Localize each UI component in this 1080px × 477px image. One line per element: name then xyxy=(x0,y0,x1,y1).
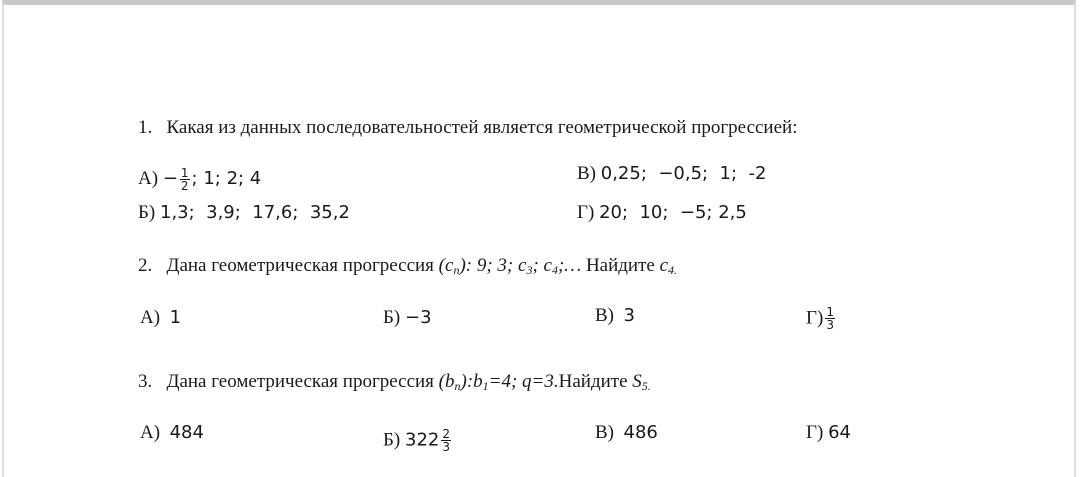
q3-option-v xyxy=(595,422,658,444)
question-1-number: 1. xyxy=(138,117,153,138)
question-2 xyxy=(138,255,677,277)
seq-open: (c xyxy=(438,255,454,276)
q3-option-v-value: 486 xyxy=(623,422,658,443)
seq-open: (b xyxy=(438,371,455,392)
q1-option-a-rest: ; 1; 2; 4 xyxy=(191,167,262,189)
q2-option-g-fraction xyxy=(825,306,835,331)
q2-option-g xyxy=(806,306,837,331)
c3-sub: 3 xyxy=(526,263,533,277)
question-2-target xyxy=(660,255,677,276)
sep1: ; c xyxy=(532,255,552,276)
q3-option-g-label: Г) xyxy=(806,422,824,443)
q1-option-b xyxy=(138,202,350,224)
page-frame xyxy=(2,0,1076,477)
question-3-find: Найдите xyxy=(558,371,628,392)
q3-option-b xyxy=(383,428,453,453)
q2-option-b xyxy=(383,307,432,329)
q1-option-a xyxy=(138,167,261,192)
q3-option-a xyxy=(140,422,204,444)
c4-sub: 4 xyxy=(551,263,558,277)
question-1-text: Какая из данных последовательностей является геометрической прогрессией: xyxy=(166,117,798,138)
question-2-text: Дана геометрическая прогрессия xyxy=(166,255,434,276)
q3-option-a-label: А) xyxy=(140,422,161,443)
q1-option-g xyxy=(577,202,747,224)
q2-option-v xyxy=(595,305,635,327)
question-1 xyxy=(138,117,797,139)
q1-option-a-fraction xyxy=(180,167,190,192)
q1-option-v xyxy=(577,163,766,185)
q1-option-b-label: Б) xyxy=(138,202,156,223)
target-sub: 4. xyxy=(668,263,678,277)
q2-option-a xyxy=(140,307,181,329)
target-letter: c xyxy=(659,255,669,276)
q1-option-a-frac-denominator: 2 xyxy=(180,179,189,193)
q1-option-v-label: В) xyxy=(577,163,596,184)
seq-sub: n xyxy=(454,379,461,393)
target-sub: 5. xyxy=(641,379,651,393)
target-letter: S xyxy=(632,371,642,392)
q3-option-g-value: 64 xyxy=(828,422,851,443)
q2-option-g-frac-numerator: 1 xyxy=(826,305,834,319)
question-2-sequence xyxy=(439,255,582,276)
q1-option-a-minus: − xyxy=(162,167,178,189)
ellipsis: ;… xyxy=(557,255,582,276)
q2-option-a-label: А) xyxy=(140,307,161,328)
q1-option-a-frac-numerator: 1 xyxy=(180,166,189,180)
question-3 xyxy=(138,371,651,393)
q1-option-v-value: 0,25; −0,5; 1; -2 xyxy=(600,163,767,184)
condition: =4; q=3. xyxy=(488,371,559,392)
q3-option-b-frac-denominator: 3 xyxy=(442,440,450,454)
q3-option-b-whole: 322 xyxy=(405,429,440,451)
q3-option-b-label: Б) xyxy=(383,429,401,451)
q3-option-g xyxy=(806,422,851,444)
q2-option-g-label: Г) xyxy=(806,307,824,329)
seq-sub: n xyxy=(453,263,460,277)
q2-option-b-label: Б) xyxy=(383,307,401,328)
question-2-find: Найдите xyxy=(585,255,655,276)
q1-option-g-label: Г) xyxy=(577,202,595,223)
q1-option-b-value: 1,3; 3,9; 17,6; 35,2 xyxy=(160,202,350,223)
q2-option-a-value: 1 xyxy=(169,307,182,328)
q3-option-v-label: В) xyxy=(595,422,614,443)
q3-option-b-frac-numerator: 2 xyxy=(442,427,450,441)
question-3-text: Дана геометрическая прогрессия xyxy=(166,371,434,392)
seq-close: ): 9; 3; c xyxy=(459,255,527,276)
q3-option-b-fraction xyxy=(441,428,451,453)
q2-option-b-value: −3 xyxy=(405,307,432,328)
b1-sub: 1 xyxy=(482,379,489,393)
q3-option-a-value: 484 xyxy=(169,422,204,443)
question-3-number: 3. xyxy=(138,371,153,392)
q2-option-g-frac-denominator: 3 xyxy=(826,318,834,332)
question-2-number: 2. xyxy=(138,255,153,276)
seq-close: ):b xyxy=(460,371,483,392)
q1-option-g-value: 20; 10; −5; 2,5 xyxy=(599,202,747,223)
question-3-sequence xyxy=(439,371,559,392)
q2-option-v-value: 3 xyxy=(623,305,635,326)
q1-option-a-label: А) xyxy=(138,167,159,189)
q2-option-v-label: В) xyxy=(595,305,614,326)
question-3-target xyxy=(632,371,651,392)
